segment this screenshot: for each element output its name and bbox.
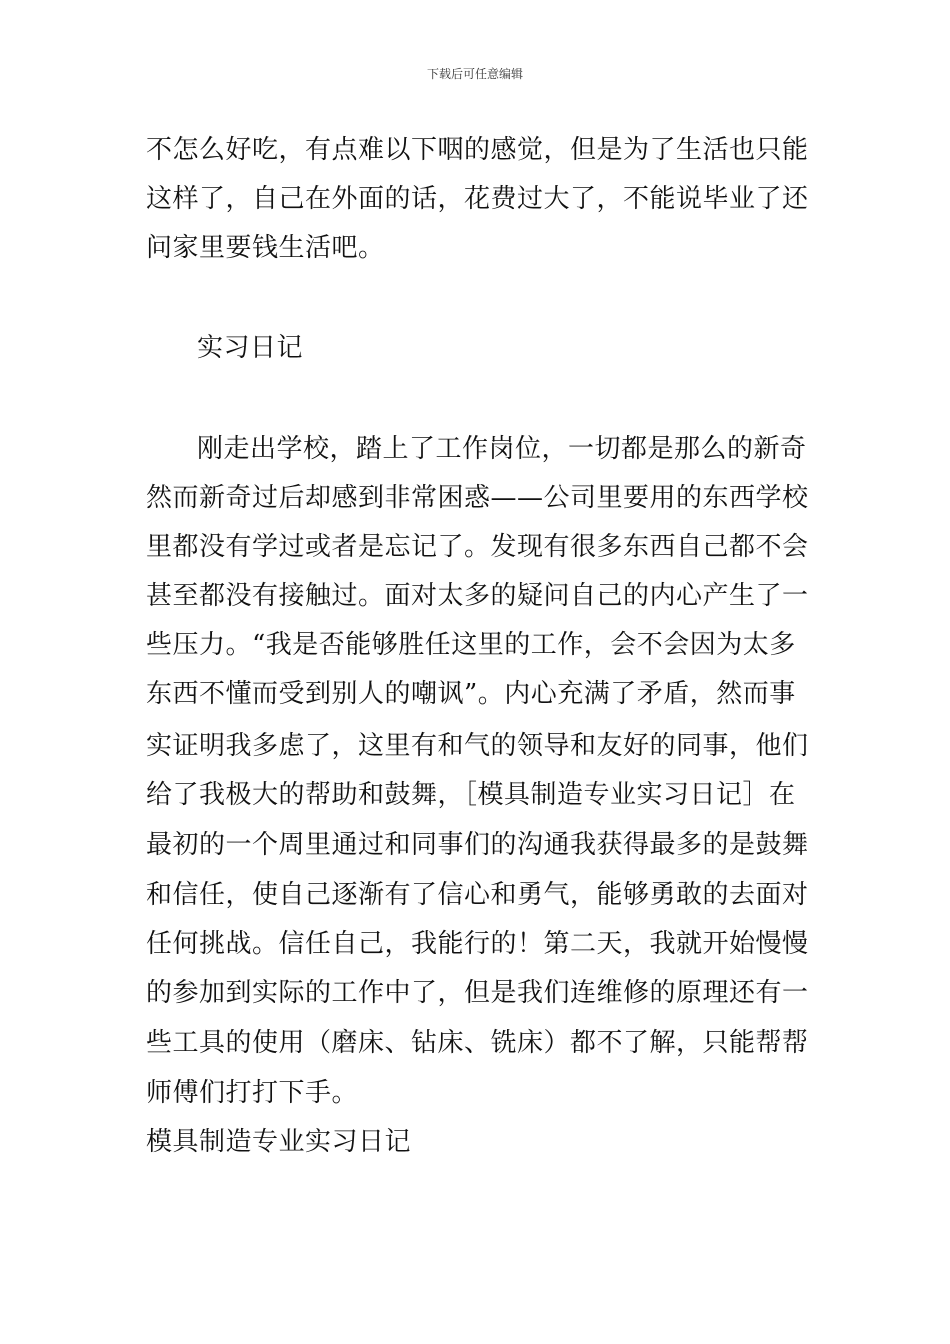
- paragraph-line: 里都没有学过或者是忘记了。发现有很多东西自己都不会: [146, 532, 809, 562]
- paragraph-line: 的参加到实际的工作中了，但是我们连维修的原理还有一: [146, 978, 809, 1008]
- paragraph-line: 最初的一个周里通过和同事们的沟通我获得最多的是鼓舞: [146, 830, 809, 860]
- section-title: 实习日记: [197, 333, 304, 363]
- paragraph-line: 些压力。“我是否能够胜任这里的工作，会不会因为太多: [146, 630, 796, 660]
- paragraph-line: 些工具的使用（磨床、钻床、铣床）都不了解，只能帮帮: [146, 1028, 809, 1058]
- paragraph-line: 这样了，自己在外面的话，花费过大了，不能说毕业了还: [146, 184, 809, 214]
- paragraph-line: 不怎么好吃，有点难以下咽的感觉，但是为了生活也只能: [146, 135, 809, 165]
- paragraph-line: 东西不懂而受到别人的嘲讽”。内心充满了矛盾，然而事: [146, 679, 796, 709]
- paragraph-line: 任何挑战。信任自己，我能行的！第二天，我就开始慢慢: [146, 929, 809, 959]
- paragraph-line: 问家里要钱生活吧。: [146, 233, 385, 263]
- paragraph-line: 和信任，使自己逐渐有了信心和勇气，能够勇敢的去面对: [146, 880, 809, 910]
- paragraph-line: 师傅们打打下手。: [146, 1078, 359, 1108]
- paragraph-line: 实证明我多虑了，这里有和气的领导和友好的同事，他们: [146, 731, 809, 761]
- paragraph-line: 甚至都没有接触过。面对太多的疑问自己的内心产生了一: [146, 581, 809, 611]
- paragraph-line: 给了我极大的帮助和鼓舞，［模具制造专业实习日记］在: [146, 780, 796, 810]
- footer-title: 模具制造专业实习日记: [146, 1127, 412, 1157]
- paragraph-line: 然而新奇过后却感到非常困惑——公司里要用的东西学校: [146, 483, 809, 513]
- page-header: 下载后可任意编辑: [426, 67, 523, 81]
- paragraph-line: 刚走出学校，踏上了工作岗位，一切都是那么的新奇: [197, 434, 807, 464]
